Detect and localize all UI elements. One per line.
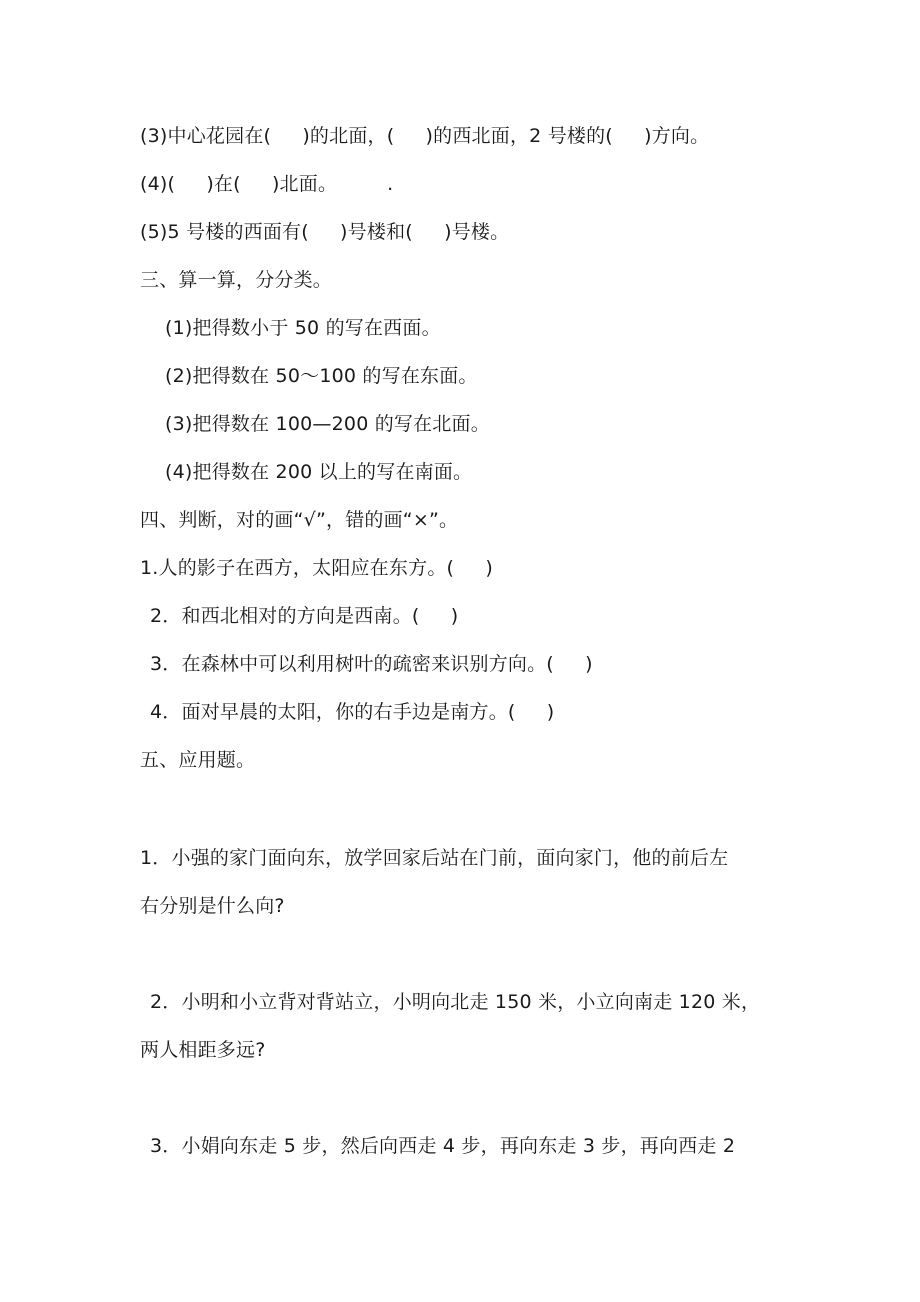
judge-item-4: 4．面对早晨的太阳，你的右手边是南方。( ) xyxy=(150,701,555,723)
application-q1-line1: 1．小强的家门面向东，放学回家后站在门前，面向家门，他的前后左 xyxy=(140,847,729,869)
application-q1-line2: 右分别是什么向? xyxy=(140,895,285,917)
judge-item-3: 3．在森林中可以利用树叶的疏密来识别方向。( ) xyxy=(150,653,593,675)
question-line-5: (5)5 号楼的西面有( )号楼和( )号楼。 xyxy=(140,221,510,243)
section-heading-5: 五、应用题。 xyxy=(140,749,256,771)
rule-item-4: (4)把得数在 200 以上的写在南面。 xyxy=(165,461,473,483)
question-line-3: (3)中心花园在( )的北面，( )的西北面，2 号楼的( )方向。 xyxy=(140,125,710,147)
judge-item-1: 1.人的影子在西方，太阳应在东方。( ) xyxy=(140,557,493,579)
application-q2-line1: 2．小明和小立背对背站立，小明向北走 150 米，小立向南走 120 米， xyxy=(150,991,761,1013)
judge-item-2: 2．和西北相对的方向是西南。( ) xyxy=(150,605,459,627)
rule-item-1: (1)把得数小于 50 的写在西面。 xyxy=(165,317,441,339)
section-heading-3: 三、算一算，分分类。 xyxy=(140,269,333,291)
application-q2-line2: 两人相距多远? xyxy=(140,1039,266,1061)
section-heading-4: 四、判断，对的画“√”，错的画“×”。 xyxy=(140,509,459,531)
rule-item-2: (2)把得数在 50～100 的写在东面。 xyxy=(165,365,478,387)
application-q3-line1: 3．小娟向东走 5 步，然后向西走 4 步，再向东走 3 步，再向西走 2 xyxy=(150,1135,736,1157)
rule-item-3: (3)把得数在 100—200 的写在北面。 xyxy=(165,413,490,435)
question-line-4: (4)( )在( )北面。 . xyxy=(140,173,394,195)
